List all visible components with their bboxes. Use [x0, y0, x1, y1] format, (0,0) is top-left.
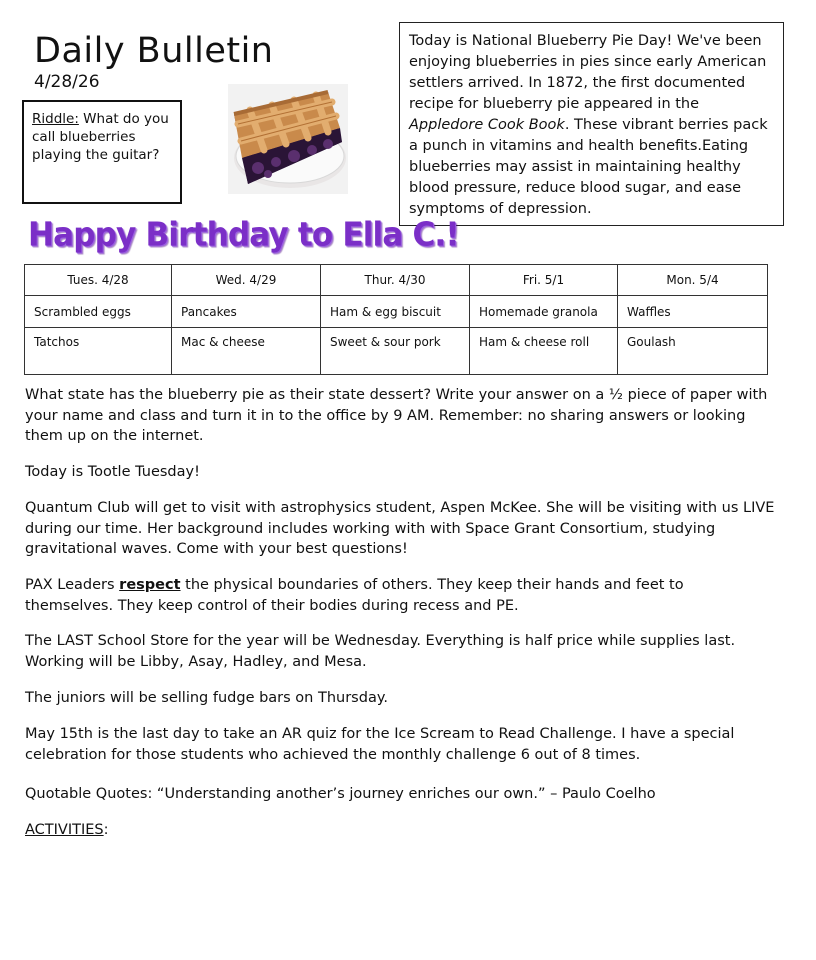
menu-day: Mon. 5/4	[618, 265, 768, 296]
menu-cell: Pancakes	[172, 296, 321, 328]
menu-cell: Sweet & sour pork	[321, 328, 470, 375]
ar-quiz-paragraph: May 15th is the last day to take an AR quiz for the Ice Scream to Read Challenge. I have a special celebration for those students who achieved the monthly challenge 6 out of 8 times.	[25, 726, 735, 763]
fact-text-2: . These vibrant berries pack a punch in vitamins and health benefits.Eating blueberries may assist in maintaining healthy blood pressure, reduce blood sugar, and ease symptoms of depression.	[409, 117, 768, 217]
menu-table	[24, 264, 768, 375]
state-question-paragraph: What state has the blueberry pie as their state dessert? Write your answer on a ½ piece of paper with your name and class and turn it in to the office by 9 AM. Remember: no sharing answers or looking them up on the internet.	[25, 387, 768, 444]
menu-header-row	[25, 265, 768, 296]
quote-paragraph: Quotable Quotes: “Understanding another’s journey enriches our own.” – Paulo Coelho	[25, 786, 656, 802]
menu-cell: Ham & egg biscuit	[321, 296, 470, 328]
activities-label: ACTIVITIES	[25, 822, 104, 838]
riddle-text: What do you call blueberries playing the guitar?	[32, 111, 169, 163]
tootle-paragraph: Today is Tootle Tuesday!	[25, 464, 200, 480]
birthday-wordart: Happy Birthday to Ella C.!	[28, 216, 459, 254]
fact-text-1: Today is National Blueberry Pie Day! We've been enjoying blueberries in pies since early American settlers arrived. In 1872, the first documented recipe for blueberry pie appeared in the	[409, 33, 767, 112]
pax-text-1: PAX Leaders	[25, 577, 120, 593]
menu-cell: Homemade granola	[470, 296, 618, 328]
pax-respect: respect	[119, 577, 181, 593]
bulletin-date: 4/28/26	[34, 72, 100, 92]
menu-cell: Tatchos	[25, 328, 172, 375]
menu-day: Tues. 4/28	[25, 265, 172, 296]
activities-heading	[25, 820, 775, 841]
menu-cell: Goulash	[618, 328, 768, 375]
menu-row-breakfast	[25, 296, 768, 328]
blueberry-fact-box	[399, 22, 784, 226]
juniors-paragraph: The juniors will be selling fudge bars on Thursday.	[25, 690, 388, 706]
riddle-box	[22, 100, 182, 204]
menu-cell: Scrambled eggs	[25, 296, 172, 328]
school-store-paragraph: The LAST School Store for the year will be Wednesday. Everything is half price while supplies last. Working will be Libby, Asay, Hadley, and Mesa.	[25, 633, 736, 670]
riddle-label: Riddle:	[32, 111, 79, 127]
pax-paragraph	[25, 575, 775, 616]
page-title: Daily Bulletin	[34, 31, 274, 71]
blueberry-pie-image	[228, 84, 348, 194]
menu-cell: Mac & cheese	[172, 328, 321, 375]
fact-book-title: Appledore Cook Book	[409, 117, 565, 133]
menu-cell: Ham & cheese roll	[470, 328, 618, 375]
menu-day: Thur. 4/30	[321, 265, 470, 296]
menu-cell: Waffles	[618, 296, 768, 328]
pax-text-2: the physical boundaries of others. They keep their hands and feet to themselves. They keep control of their bodies during recess and PE.	[25, 577, 684, 614]
menu-row-lunch	[25, 328, 768, 375]
activities-colon: :	[103, 822, 109, 838]
menu-day: Fri. 5/1	[470, 265, 618, 296]
quantum-club-paragraph: Quantum Club will get to visit with astrophysics student, Aspen McKee. She will be visiting with us LIVE during our time. Her background includes working with with Space Grant Consortium, studying gravitational waves. Come with your best questions!	[25, 500, 775, 557]
menu-day: Wed. 4/29	[172, 265, 321, 296]
